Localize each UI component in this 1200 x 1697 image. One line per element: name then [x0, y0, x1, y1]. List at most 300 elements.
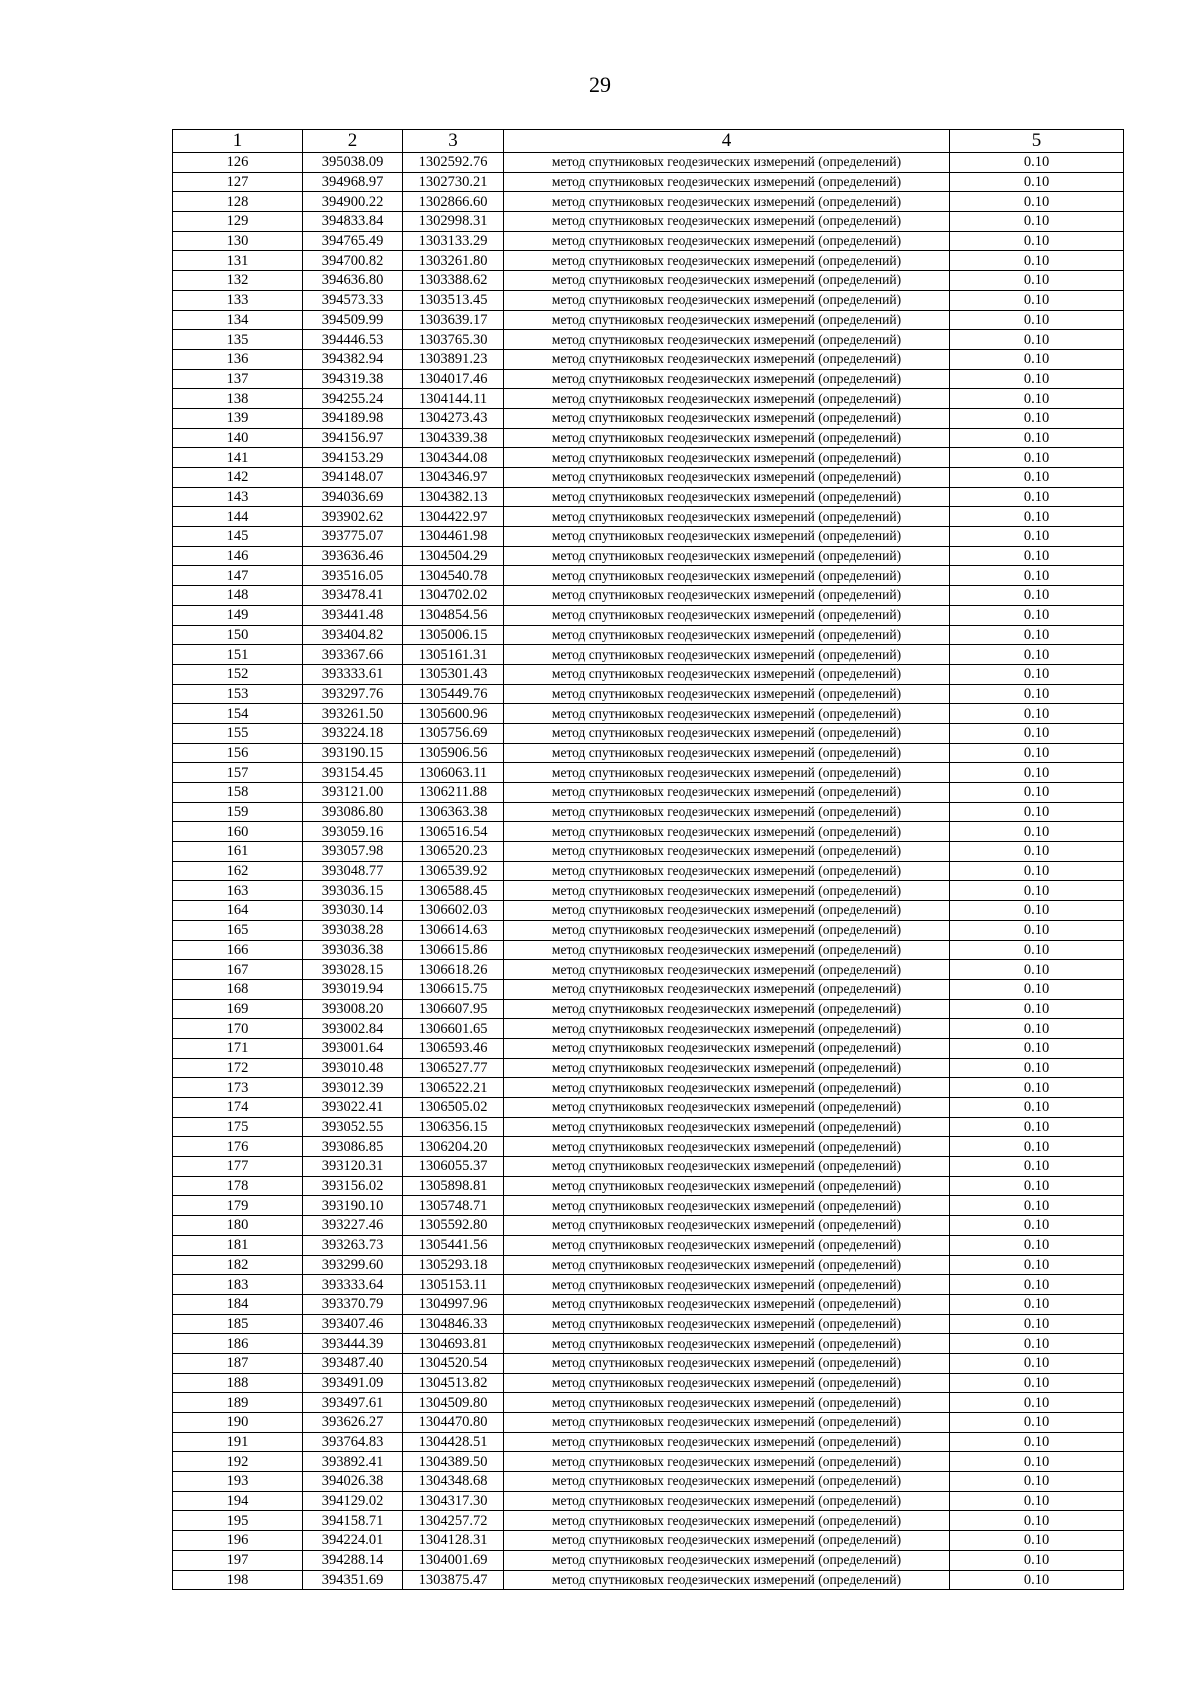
- y-coordinate-cell: 1304339.38: [403, 428, 504, 448]
- method-cell: метод спутниковых геодезических измерений (определений): [504, 822, 950, 842]
- precision-cell: 0.10: [950, 172, 1124, 192]
- x-coordinate-cell: 394224.01: [303, 1531, 403, 1551]
- method-cell: метод спутниковых геодезических измерений (определений): [504, 448, 950, 468]
- y-coordinate-cell: 1304693.81: [403, 1334, 504, 1354]
- y-coordinate-cell: 1305756.69: [403, 723, 504, 743]
- x-coordinate-cell: 393057.98: [303, 842, 403, 862]
- table-row: [173, 271, 1124, 291]
- precision-cell: 0.10: [950, 1511, 1124, 1531]
- x-coordinate-cell: 393059.16: [303, 822, 403, 842]
- x-coordinate-cell: 393010.48: [303, 1058, 403, 1078]
- x-coordinate-cell: 394968.97: [303, 172, 403, 192]
- point-number-cell: 159: [173, 802, 303, 822]
- y-coordinate-cell: 1304382.13: [403, 487, 504, 507]
- point-number-cell: 138: [173, 389, 303, 409]
- precision-cell: 0.10: [950, 487, 1124, 507]
- precision-cell: 0.10: [950, 566, 1124, 586]
- y-coordinate-cell: 1303261.80: [403, 251, 504, 271]
- precision-cell: 0.10: [950, 704, 1124, 724]
- point-number-cell: 179: [173, 1196, 303, 1216]
- x-coordinate-cell: 393012.39: [303, 1078, 403, 1098]
- precision-cell: 0.10: [950, 920, 1124, 940]
- table-row: [173, 1452, 1124, 1472]
- precision-cell: 0.10: [950, 428, 1124, 448]
- point-number-cell: 156: [173, 743, 303, 763]
- point-number-cell: 163: [173, 881, 303, 901]
- table-row: [173, 1019, 1124, 1039]
- y-coordinate-cell: 1304540.78: [403, 566, 504, 586]
- point-number-cell: 148: [173, 586, 303, 606]
- point-number-cell: 127: [173, 172, 303, 192]
- precision-cell: 0.10: [950, 408, 1124, 428]
- table-row: [173, 822, 1124, 842]
- method-cell: метод спутниковых геодезических измерений (определений): [504, 487, 950, 507]
- table-row: [173, 1334, 1124, 1354]
- point-number-cell: 147: [173, 566, 303, 586]
- point-number-cell: 130: [173, 231, 303, 251]
- precision-cell: 0.10: [950, 1275, 1124, 1295]
- precision-cell: 0.10: [950, 802, 1124, 822]
- y-coordinate-cell: 1304344.08: [403, 448, 504, 468]
- y-coordinate-cell: 1306527.77: [403, 1058, 504, 1078]
- x-coordinate-cell: 393030.14: [303, 901, 403, 921]
- x-coordinate-cell: 393764.83: [303, 1432, 403, 1452]
- table-row: [173, 448, 1124, 468]
- method-cell: метод спутниковых геодезических измерений (определений): [504, 960, 950, 980]
- y-coordinate-cell: 1304470.80: [403, 1413, 504, 1433]
- precision-cell: 0.10: [950, 605, 1124, 625]
- x-coordinate-cell: 394189.98: [303, 408, 403, 428]
- table-row: [173, 1393, 1124, 1413]
- precision-cell: 0.10: [950, 1570, 1124, 1590]
- table-row: [173, 920, 1124, 940]
- y-coordinate-cell: 1304461.98: [403, 527, 504, 547]
- point-number-cell: 136: [173, 349, 303, 369]
- method-cell: метод спутниковых геодезических измерений (определений): [504, 999, 950, 1019]
- method-cell: метод спутниковых геодезических измерений (определений): [504, 468, 950, 488]
- table-row: [173, 310, 1124, 330]
- table-row: [173, 999, 1124, 1019]
- table-row: [173, 527, 1124, 547]
- point-number-cell: 135: [173, 330, 303, 350]
- method-cell: метод спутниковых геодезических измерений (определений): [504, 369, 950, 389]
- precision-cell: 0.10: [950, 330, 1124, 350]
- method-cell: метод спутниковых геодезических измерений (определений): [504, 1570, 950, 1590]
- table-row: [173, 586, 1124, 606]
- method-cell: метод спутниковых геодезических измерений (определений): [504, 251, 950, 271]
- x-coordinate-cell: 393404.82: [303, 625, 403, 645]
- table-row: [173, 1117, 1124, 1137]
- precision-cell: 0.10: [950, 861, 1124, 881]
- precision-cell: 0.10: [950, 192, 1124, 212]
- method-cell: метод спутниковых геодезических измерений (определений): [504, 1452, 950, 1472]
- method-cell: метод спутниковых геодезических измерений (определений): [504, 940, 950, 960]
- precision-cell: 0.10: [950, 389, 1124, 409]
- x-coordinate-cell: 393297.76: [303, 684, 403, 704]
- precision-cell: 0.10: [950, 723, 1124, 743]
- precision-cell: 0.10: [950, 1452, 1124, 1472]
- method-cell: метод спутниковых геодезических измерений (определений): [504, 1511, 950, 1531]
- y-coordinate-cell: 1306055.37: [403, 1157, 504, 1177]
- precision-cell: 0.10: [950, 1294, 1124, 1314]
- table-row: [173, 1255, 1124, 1275]
- precision-cell: 0.10: [950, 783, 1124, 803]
- point-number-cell: 152: [173, 664, 303, 684]
- table-row: [173, 428, 1124, 448]
- point-number-cell: 145: [173, 527, 303, 547]
- method-cell: метод спутниковых геодезических измерений (определений): [504, 1078, 950, 1098]
- table-row: [173, 802, 1124, 822]
- method-cell: метод спутниковых геодезических измерений (определений): [504, 1117, 950, 1137]
- method-cell: метод спутниковых геодезических измерений (определений): [504, 1038, 950, 1058]
- y-coordinate-cell: 1306063.11: [403, 763, 504, 783]
- x-coordinate-cell: 393636.46: [303, 546, 403, 566]
- y-coordinate-cell: 1304520.54: [403, 1353, 504, 1373]
- precision-cell: 0.10: [950, 1373, 1124, 1393]
- point-number-cell: 142: [173, 468, 303, 488]
- point-number-cell: 178: [173, 1176, 303, 1196]
- x-coordinate-cell: 393299.60: [303, 1255, 403, 1275]
- y-coordinate-cell: 1306593.46: [403, 1038, 504, 1058]
- table-row: [173, 940, 1124, 960]
- y-coordinate-cell: 1305906.56: [403, 743, 504, 763]
- x-coordinate-cell: 393154.45: [303, 763, 403, 783]
- table-row: [173, 1078, 1124, 1098]
- point-number-cell: 133: [173, 290, 303, 310]
- point-number-cell: 186: [173, 1334, 303, 1354]
- x-coordinate-cell: 393333.61: [303, 664, 403, 684]
- point-number-cell: 160: [173, 822, 303, 842]
- precision-cell: 0.10: [950, 645, 1124, 665]
- method-cell: метод спутниковых геодезических измерений (определений): [504, 1472, 950, 1492]
- method-cell: метод спутниковых геодезических измерений (определений): [504, 1531, 950, 1551]
- table-row: [173, 1570, 1124, 1590]
- point-number-cell: 150: [173, 625, 303, 645]
- method-cell: метод спутниковых геодезических измерений (определений): [504, 763, 950, 783]
- x-coordinate-cell: 394148.07: [303, 468, 403, 488]
- x-coordinate-cell: 394319.38: [303, 369, 403, 389]
- y-coordinate-cell: 1306615.86: [403, 940, 504, 960]
- table-row: [173, 468, 1124, 488]
- table-row: [173, 487, 1124, 507]
- y-coordinate-cell: 1304001.69: [403, 1550, 504, 1570]
- table-row: [173, 1216, 1124, 1236]
- point-number-cell: 153: [173, 684, 303, 704]
- x-coordinate-cell: 393086.80: [303, 802, 403, 822]
- table-row: [173, 1353, 1124, 1373]
- precision-cell: 0.10: [950, 1098, 1124, 1118]
- method-cell: метод спутниковых геодезических измерений (определений): [504, 507, 950, 527]
- x-coordinate-cell: 393516.05: [303, 566, 403, 586]
- y-coordinate-cell: 1303639.17: [403, 310, 504, 330]
- x-coordinate-cell: 393497.61: [303, 1393, 403, 1413]
- x-coordinate-cell: 394255.24: [303, 389, 403, 409]
- x-coordinate-cell: 394156.97: [303, 428, 403, 448]
- table-row: [173, 960, 1124, 980]
- method-cell: метод спутниковых геодезических измерений (определений): [504, 231, 950, 251]
- y-coordinate-cell: 1305449.76: [403, 684, 504, 704]
- table-row: [173, 1413, 1124, 1433]
- x-coordinate-cell: 393022.41: [303, 1098, 403, 1118]
- table-row: [173, 1550, 1124, 1570]
- method-cell: метод спутниковых геодезических измерений (определений): [504, 153, 950, 173]
- y-coordinate-cell: 1306522.21: [403, 1078, 504, 1098]
- y-coordinate-cell: 1305153.11: [403, 1275, 504, 1295]
- precision-cell: 0.10: [950, 153, 1124, 173]
- table-row: [173, 566, 1124, 586]
- y-coordinate-cell: 1306614.63: [403, 920, 504, 940]
- y-coordinate-cell: 1306363.38: [403, 802, 504, 822]
- x-coordinate-cell: 393052.55: [303, 1117, 403, 1137]
- point-number-cell: 193: [173, 1472, 303, 1492]
- x-coordinate-cell: 395038.09: [303, 153, 403, 173]
- method-cell: метод спутниковых геодезических измерений (определений): [504, 1334, 950, 1354]
- y-coordinate-cell: 1305293.18: [403, 1255, 504, 1275]
- y-coordinate-cell: 1306520.23: [403, 842, 504, 862]
- point-number-cell: 196: [173, 1531, 303, 1551]
- x-coordinate-cell: 394833.84: [303, 212, 403, 232]
- point-number-cell: 128: [173, 192, 303, 212]
- method-cell: метод спутниковых геодезических измерений (определений): [504, 684, 950, 704]
- y-coordinate-cell: 1304273.43: [403, 408, 504, 428]
- method-cell: метод спутниковых геодезических измерений (определений): [504, 1019, 950, 1039]
- y-coordinate-cell: 1304513.82: [403, 1373, 504, 1393]
- y-coordinate-cell: 1305441.56: [403, 1235, 504, 1255]
- y-coordinate-cell: 1304389.50: [403, 1452, 504, 1472]
- precision-cell: 0.10: [950, 743, 1124, 763]
- precision-cell: 0.10: [950, 1157, 1124, 1177]
- method-cell: метод спутниковых геодезических измерений (определений): [504, 290, 950, 310]
- y-coordinate-cell: 1304422.97: [403, 507, 504, 527]
- precision-cell: 0.10: [950, 1334, 1124, 1354]
- method-cell: метод спутниковых геодезических измерений (определений): [504, 428, 950, 448]
- precision-cell: 0.10: [950, 1235, 1124, 1255]
- point-number-cell: 143: [173, 487, 303, 507]
- y-coordinate-cell: 1306607.95: [403, 999, 504, 1019]
- precision-cell: 0.10: [950, 1196, 1124, 1216]
- x-coordinate-cell: 393892.41: [303, 1452, 403, 1472]
- point-number-cell: 180: [173, 1216, 303, 1236]
- table-row: [173, 861, 1124, 881]
- y-coordinate-cell: 1306356.15: [403, 1117, 504, 1137]
- x-coordinate-cell: 393491.09: [303, 1373, 403, 1393]
- x-coordinate-cell: 393227.46: [303, 1216, 403, 1236]
- table-row: [173, 251, 1124, 271]
- precision-cell: 0.10: [950, 940, 1124, 960]
- y-coordinate-cell: 1304846.33: [403, 1314, 504, 1334]
- point-number-cell: 182: [173, 1255, 303, 1275]
- method-cell: метод спутниковых геодезических измерений (определений): [504, 783, 950, 803]
- point-number-cell: 181: [173, 1235, 303, 1255]
- point-number-cell: 171: [173, 1038, 303, 1058]
- x-coordinate-cell: 393028.15: [303, 960, 403, 980]
- precision-cell: 0.10: [950, 664, 1124, 684]
- x-coordinate-cell: 394636.80: [303, 271, 403, 291]
- table-body: [173, 153, 1124, 1590]
- method-cell: метод спутниковых геодезических измерений (определений): [504, 664, 950, 684]
- method-cell: метод спутниковых геодезических измерений (определений): [504, 625, 950, 645]
- point-number-cell: 165: [173, 920, 303, 940]
- method-cell: метод спутниковых геодезических измерений (определений): [504, 1235, 950, 1255]
- table-row: [173, 1137, 1124, 1157]
- point-number-cell: 164: [173, 901, 303, 921]
- table-row: [173, 1511, 1124, 1531]
- precision-cell: 0.10: [950, 212, 1124, 232]
- method-cell: метод спутниковых геодезических измерений (определений): [504, 605, 950, 625]
- y-coordinate-cell: 1305161.31: [403, 645, 504, 665]
- x-coordinate-cell: 393038.28: [303, 920, 403, 940]
- x-coordinate-cell: 393121.00: [303, 783, 403, 803]
- table-row: [173, 842, 1124, 862]
- method-cell: метод спутниковых геодезических измерений (определений): [504, 881, 950, 901]
- x-coordinate-cell: 394153.29: [303, 448, 403, 468]
- table-row: [173, 645, 1124, 665]
- precision-cell: 0.10: [950, 468, 1124, 488]
- table-row: [173, 231, 1124, 251]
- x-coordinate-cell: 393086.85: [303, 1137, 403, 1157]
- point-number-cell: 185: [173, 1314, 303, 1334]
- x-coordinate-cell: 394036.69: [303, 487, 403, 507]
- method-cell: метод спутниковых геодезических измерений (определений): [504, 1255, 950, 1275]
- y-coordinate-cell: 1304997.96: [403, 1294, 504, 1314]
- point-number-cell: 137: [173, 369, 303, 389]
- x-coordinate-cell: 393120.31: [303, 1157, 403, 1177]
- precision-cell: 0.10: [950, 625, 1124, 645]
- table-row: [173, 172, 1124, 192]
- point-number-cell: 169: [173, 999, 303, 1019]
- table-row: [173, 901, 1124, 921]
- precision-cell: 0.10: [950, 527, 1124, 547]
- y-coordinate-cell: 1304504.29: [403, 546, 504, 566]
- x-coordinate-cell: 393263.73: [303, 1235, 403, 1255]
- y-coordinate-cell: 1306618.26: [403, 960, 504, 980]
- point-number-cell: 151: [173, 645, 303, 665]
- y-coordinate-cell: 1306615.75: [403, 979, 504, 999]
- method-cell: метод спутниковых геодезических измерений (определений): [504, 1413, 950, 1433]
- y-coordinate-cell: 1306211.88: [403, 783, 504, 803]
- precision-cell: 0.10: [950, 1393, 1124, 1413]
- x-coordinate-cell: 393156.02: [303, 1176, 403, 1196]
- precision-cell: 0.10: [950, 960, 1124, 980]
- point-number-cell: 176: [173, 1137, 303, 1157]
- method-cell: метод спутниковых геодезических измерений (определений): [504, 1137, 950, 1157]
- point-number-cell: 190: [173, 1413, 303, 1433]
- y-coordinate-cell: 1303891.23: [403, 349, 504, 369]
- method-cell: метод спутниковых геодезических измерений (определений): [504, 1491, 950, 1511]
- y-coordinate-cell: 1303875.47: [403, 1570, 504, 1590]
- point-number-cell: 131: [173, 251, 303, 271]
- y-coordinate-cell: 1303765.30: [403, 330, 504, 350]
- y-coordinate-cell: 1306588.45: [403, 881, 504, 901]
- method-cell: метод спутниковых геодезических измерений (определений): [504, 1314, 950, 1334]
- method-cell: метод спутниковых геодезических измерений (определений): [504, 310, 950, 330]
- method-cell: метод спутниковых геодезических измерений (определений): [504, 1393, 950, 1413]
- y-coordinate-cell: 1304128.31: [403, 1531, 504, 1551]
- table-row: [173, 1373, 1124, 1393]
- point-number-cell: 139: [173, 408, 303, 428]
- x-coordinate-cell: 393019.94: [303, 979, 403, 999]
- precision-cell: 0.10: [950, 999, 1124, 1019]
- table-row: [173, 1058, 1124, 1078]
- table-row: [173, 1038, 1124, 1058]
- table-row: [173, 763, 1124, 783]
- precision-cell: 0.10: [950, 1314, 1124, 1334]
- point-number-cell: 144: [173, 507, 303, 527]
- table-row: [173, 684, 1124, 704]
- method-cell: метод спутниковых геодезических измерений (определений): [504, 1196, 950, 1216]
- point-number-cell: 155: [173, 723, 303, 743]
- method-cell: метод спутниковых геодезических измерений (определений): [504, 743, 950, 763]
- precision-cell: 0.10: [950, 1216, 1124, 1236]
- table-row: [173, 743, 1124, 763]
- point-number-cell: 184: [173, 1294, 303, 1314]
- precision-cell: 0.10: [950, 1472, 1124, 1492]
- table-row: [173, 1491, 1124, 1511]
- point-number-cell: 149: [173, 605, 303, 625]
- y-coordinate-cell: 1306601.65: [403, 1019, 504, 1039]
- method-cell: метод спутниковых геодезических измерений (определений): [504, 723, 950, 743]
- y-coordinate-cell: 1302866.60: [403, 192, 504, 212]
- point-number-cell: 167: [173, 960, 303, 980]
- point-number-cell: 195: [173, 1511, 303, 1531]
- precision-cell: 0.10: [950, 763, 1124, 783]
- x-coordinate-cell: 394900.22: [303, 192, 403, 212]
- table-row: [173, 369, 1124, 389]
- x-coordinate-cell: 393261.50: [303, 704, 403, 724]
- table-row: [173, 625, 1124, 645]
- x-coordinate-cell: 394351.69: [303, 1570, 403, 1590]
- table-row: [173, 212, 1124, 232]
- x-coordinate-cell: 394765.49: [303, 231, 403, 251]
- precision-cell: 0.10: [950, 684, 1124, 704]
- precision-cell: 0.10: [950, 901, 1124, 921]
- y-coordinate-cell: 1303388.62: [403, 271, 504, 291]
- precision-cell: 0.10: [950, 881, 1124, 901]
- y-coordinate-cell: 1303513.45: [403, 290, 504, 310]
- table-row: [173, 704, 1124, 724]
- table-row: [173, 1531, 1124, 1551]
- precision-cell: 0.10: [950, 1432, 1124, 1452]
- method-cell: метод спутниковых геодезических измерений (определений): [504, 1157, 950, 1177]
- point-number-cell: 134: [173, 310, 303, 330]
- method-cell: метод спутниковых геодезических измерений (определений): [504, 645, 950, 665]
- y-coordinate-cell: 1305898.81: [403, 1176, 504, 1196]
- y-coordinate-cell: 1304509.80: [403, 1393, 504, 1413]
- precision-cell: 0.10: [950, 1176, 1124, 1196]
- table-row: [173, 192, 1124, 212]
- header-cell: 1: [173, 130, 303, 153]
- table-row: [173, 408, 1124, 428]
- header-cell: 5: [950, 130, 1124, 153]
- method-cell: метод спутниковых геодезических измерений (определений): [504, 1432, 950, 1452]
- table-row: [173, 1176, 1124, 1196]
- table-row: [173, 723, 1124, 743]
- method-cell: метод спутниковых геодезических измерений (определений): [504, 527, 950, 547]
- method-cell: метод спутниковых геодезических измерений (определений): [504, 920, 950, 940]
- precision-cell: 0.10: [950, 1255, 1124, 1275]
- point-number-cell: 162: [173, 861, 303, 881]
- x-coordinate-cell: 393008.20: [303, 999, 403, 1019]
- method-cell: метод спутниковых геодезических измерений (определений): [504, 1098, 950, 1118]
- table-row: [173, 979, 1124, 999]
- x-coordinate-cell: 393036.38: [303, 940, 403, 960]
- y-coordinate-cell: 1302592.76: [403, 153, 504, 173]
- table-row: [173, 881, 1124, 901]
- table-row: [173, 330, 1124, 350]
- point-number-cell: 191: [173, 1432, 303, 1452]
- precision-cell: 0.10: [950, 290, 1124, 310]
- precision-cell: 0.10: [950, 1019, 1124, 1039]
